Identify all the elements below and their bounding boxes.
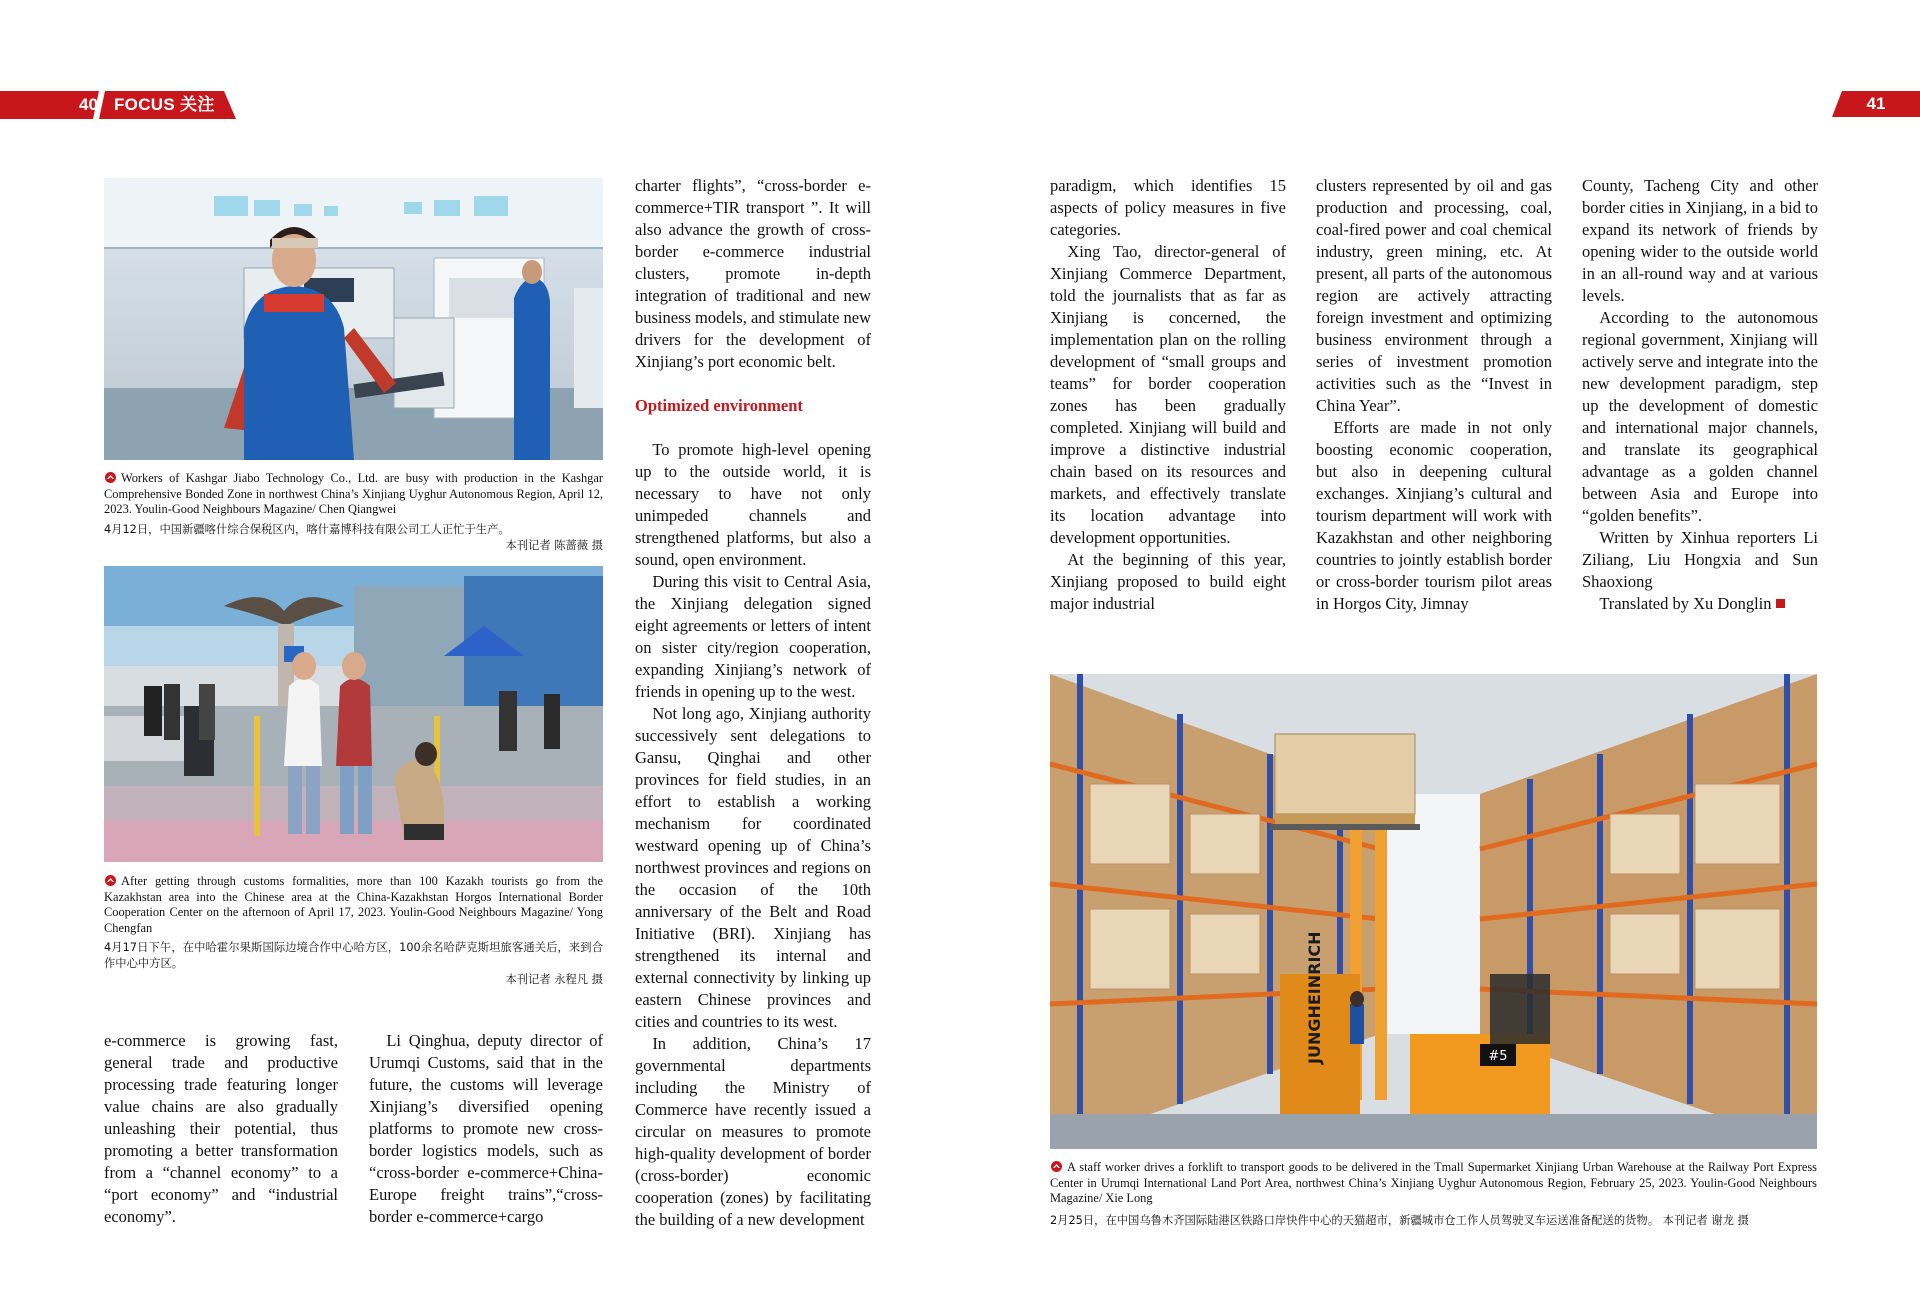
article-paragraph: paradigm, which identifies 15 aspects of policy measures in five categories. <box>1050 176 1286 239</box>
article-paragraph: To promote high-level opening up to the outside world, it is necessary to have not only unimpeded channels and strengthened platforms, but also a sound, open environment. <box>635 440 871 569</box>
article-paragraph: clusters represented by oil and gas production and processing, coal, coal-fired power and coal chemical industry, green mining, etc. At present, all parts of the autonomous region are actively attracting foreign investment and optimizing business environment through a series of investment promotion activities such as the “Invest in China Year”. <box>1316 176 1552 415</box>
article-paragraph: e-commerce is growing fast, general trade and productive processing trade featuring longer value chains are also gradually unleashing their potential, thus promoting a better transformation from a “channel economy” to a “port economy” and “industrial economy”. <box>104 1031 338 1226</box>
article-column-4 <box>1050 175 1286 615</box>
factory-caption <box>104 471 603 554</box>
caption-mark-icon <box>1050 1161 1063 1172</box>
factory-photo <box>104 178 603 460</box>
article-paragraph: Li Qinghua, deputy director of Urumqi Customs, said that in the future, the customs will leverage Xinjiang’s diversified opening platforms to promote new cross-border logistics models, such as “cross-border e-commerce+China-Europe freight trains”,“cross-border e-commerce+cargo <box>369 1031 603 1226</box>
warehouse-caption-zh-line <box>1050 1213 1817 1229</box>
right-page-number: 41 <box>1866 94 1886 113</box>
border-caption-en-text: After getting through customs formalities, more than 100 Kazakh tourists go from the Kazakhstan area into the Chinese area at the China-Kazakhstan Horgos International Border Cooperation Center on the afternoon of April 17, 2023. Youlin-Good Neighbours Magazine/ Yong Chengfan <box>104 874 603 935</box>
border-photo <box>104 566 603 862</box>
article-paragraph: County, Tacheng City and other border cities in Xinjiang, in a bid to expand its network of friends by opening wider to the outside world in an all-round way and at various levels. <box>1582 176 1818 305</box>
article-paragraph: Not long ago, Xinjiang authority successively sent delegations to Gansu, Qinghai and other provinces for field studies, in an effort to establish a working mechanism for coordinated westward opening up of China’s northwest provinces and regions on the occasion of the 10th anniversary of the Belt and Road Initiative (BRI). Xinjiang has strengthened its internal and external connectivity by linking up eastern Chinese provinces and cities and countries to its west. <box>635 704 871 1031</box>
factory-caption-zh: 4月12日，中国新疆喀什综合保税区内，喀什嘉博科技有限公司工人正忙于生产。 <box>104 522 510 536</box>
factory-credit-zh: 本刊记者 陈蔷薇 摄 <box>505 538 603 552</box>
article-paragraph: According to the autonomous regional government, Xinjiang will actively serve and integrate into the new development paradigm, step up the development of domestic and international major channels, and translate its geographical advantage as a golden channel between Asia and Europe into “golden benefits”. <box>1582 308 1818 525</box>
article-subhead: Optimized environment <box>635 396 803 415</box>
warehouse-caption-en-text: A staff worker drives a forklift to transport goods to be delivered in the Tmall Supermarket Xinjiang Urban Warehouse at the Railway Port Express Center in Urumqi International Land Port Area, northwest China’s Xinjiang Uyghur Autonomous Region, February 25, 2023. Youlin-Good Neighbours Magazine/ Xie Long <box>1050 1160 1817 1205</box>
forklift-number-text: #5 <box>1488 1049 1508 1064</box>
warehouse-caption <box>1050 1160 1817 1229</box>
article-paragraph: At the beginning of this year, Xinjiang proposed to build eight major industrial <box>1050 550 1286 613</box>
section-label-en: FOCUS <box>114 95 175 114</box>
warehouse-photo <box>1050 674 1817 1149</box>
article-paragraph: Xing Tao, director-general of Xinjiang Commerce Department, told the journalists that as far as Xinjiang is concerned, the implementation plan on the rolling development of “small groups and teams” for border cooperation zones has been gradually completed. Xinjiang will build and improve a distinctive industrial chain based on its resources and markets, and effectively translate its location advantage into development opportunities. <box>1050 242 1286 547</box>
article-byline: Written by Xinhua reporters Li Ziliang, Liu Hongxia and Sun Shaoxiong <box>1582 528 1818 591</box>
warehouse-caption-zh: 2月25日，在中国乌鲁木齐国际陆港区铁路口岸快件中心的天猫超市，新疆城市仓工作人员驾驶叉车运送准备配送的货物。 <box>1050 1213 1660 1227</box>
warehouse-caption-en <box>1050 1160 1817 1207</box>
caption-mark-icon <box>104 472 117 483</box>
article-column-5 <box>1316 175 1552 615</box>
border-caption-en <box>104 874 603 936</box>
border-caption <box>104 874 603 988</box>
article-column-3 <box>635 175 871 1231</box>
border-credit-zh: 本刊记者 永程凡 摄 <box>505 973 603 986</box>
forklift-brand-text: JUNGHEINRICH <box>1305 931 1324 1064</box>
translator-line: Translated by Xu Donglin <box>1599 594 1772 613</box>
article-paragraph: charter flights”, “cross-border e-commerce+TIR transport ”. It will also advance the growth of cross-border e-commerce industrial clusters, promote in-depth integration of traditional and new business models, and stimulate new drivers for the development of Xinjiang’s port economic belt. <box>635 176 872 371</box>
border-caption-zh: 4月17日下午，在中哈霍尔果斯国际边境合作中心哈方区，100余名哈萨克斯坦旅客通关后，来到合作中心中方区。 <box>104 941 603 970</box>
article-paragraph: During this visit to Central Asia, the Xinjiang delegation signed eight agreements or letters of intent on sister city/region cooperation, expanding Xinjiang’s network of friends in opening up to the west. <box>635 572 871 701</box>
factory-caption-en-text: Workers of Kashgar Jiabo Technology Co., Ltd. are busy with production in the Kashgar Comprehensive Bonded Zone in northwest China’s Xinjiang Uyghur Autonomous Region, April 12, 2023. Youlin-Good Neighbours Magazine/ Chen Qiangwei <box>104 471 603 516</box>
article-paragraph: In addition, China’s 17 governmental departments including the Ministry of Commerce have recently issued a circular on measures to promote high-quality development of border (cross-border) economic cooperation (zones) by facilitating the building of a new development <box>635 1034 871 1229</box>
left-page-number-text: 40 <box>79 95 98 114</box>
warehouse-credit-zh: 本刊记者 谢龙 摄 <box>1662 1213 1749 1227</box>
end-mark-icon <box>1776 599 1785 608</box>
article-paragraph: Efforts are made in not only boosting economic cooperation, but also in deepening cultural exchanges. Xinjiang’s cultural and tourism department will work with Kazakhstan and other neighboring countries to jointly establish border or cross-border tourism pilot areas in Horgos City, Jimnay <box>1316 418 1552 613</box>
section-label <box>114 91 215 119</box>
article-column-2 <box>369 1030 603 1228</box>
article-column-1 <box>104 1030 338 1228</box>
factory-caption-en <box>104 471 603 518</box>
article-column-6 <box>1582 175 1818 615</box>
left-page-number <box>0 91 100 119</box>
caption-mark-icon <box>104 875 117 886</box>
section-label-zh: 关注 <box>180 95 215 115</box>
